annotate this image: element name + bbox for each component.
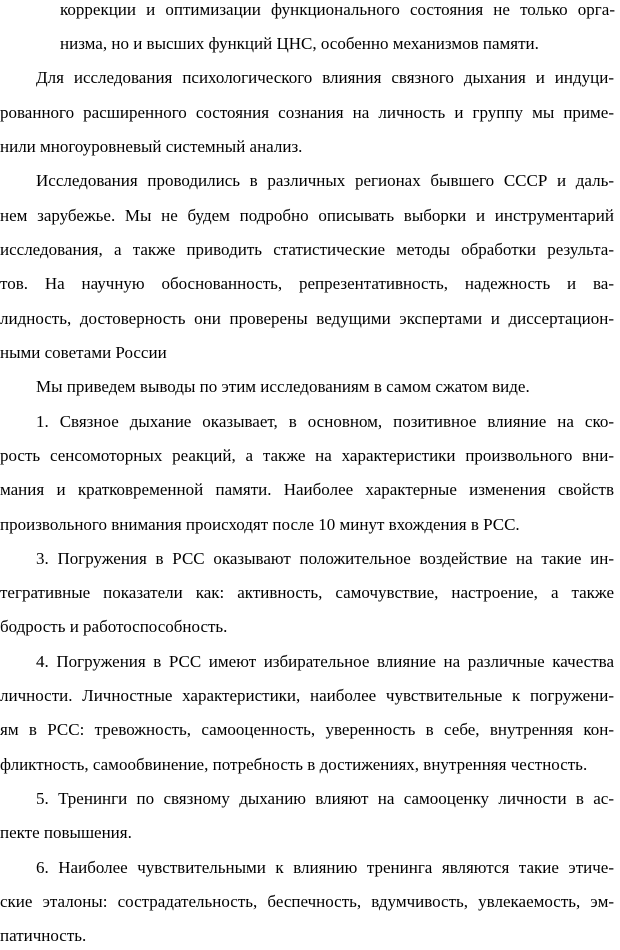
text-line: бодрость и работоспособность.: [0, 617, 228, 636]
text-line: мания и кратковременной памяти. Наиболее характерные изменения свойств: [0, 480, 614, 499]
text-line: пекте повышения.: [0, 823, 132, 842]
text-line: нили многоуровневый системный анализ.: [0, 137, 303, 156]
text-line: 1. Связное дыхание оказывает, в основном, позитивное влияние на ско-: [36, 412, 614, 431]
text-line: ские эталоны: сострадательность, беспечность, вдумчивость, увлекаемость, эм-: [0, 892, 614, 911]
text-line: 3. Погружения в РСС оказывают положительное воздействие на такие ин-: [36, 549, 614, 568]
text-line: исследования, а также приводить статистические методы обработки результа-: [0, 240, 614, 259]
text-line: лидность, достоверность они проверены ведущими экспертами и диссертацион-: [0, 309, 614, 328]
text-line: коррекции и оптимизации функционального состояния не только орга-: [60, 0, 615, 19]
text-line: фликтность, самообвинение, потребность в достижениях, внутренняя честность.: [0, 755, 588, 774]
text-line: произвольного внимания происходят после 10 минут вхождения в РСС.: [0, 515, 520, 534]
text-line: тов. На научную обоснованность, репрезентативность, надежность и ва-: [0, 274, 614, 293]
text-line: тегративные показатели как: активность, самочувствие, настроение, а также: [0, 583, 614, 602]
text-line: 5. Тренинги по связному дыханию влияют на самооценку личности в ас-: [36, 789, 614, 808]
text-line: Мы приведем выводы по этим исследованиям в самом сжатом виде.: [36, 377, 530, 396]
text-line: нем зарубежье. Мы не будем подробно описывать выборки и инструментарий: [0, 206, 614, 225]
text-line: 6. Наиболее чувствительными к влиянию тренинга являются такие этиче-: [36, 858, 614, 877]
text-line: низма, но и высших функций ЦНС, особенно механизмов памяти.: [60, 34, 539, 53]
text-line: ными советами России: [0, 343, 167, 362]
text-line: ям в РСС: тревожность, самооценность, уверенность в себе, внутренняя кон-: [0, 720, 614, 739]
text-line: Для исследования психологического влияния связного дыхания и индуци-: [36, 68, 614, 87]
text-line: 4. Погружения в РСС имеют избирательное влияние на различные качества: [36, 652, 614, 671]
text-line: рованного расширенного состояния сознания на личность и группу мы приме-: [0, 103, 614, 122]
text-line: рость сенсомоторных реакций, а также на характеристики произвольного вни-: [0, 446, 614, 465]
text-line: патичность.: [0, 926, 87, 945]
text-line: личности. Личностные характеристики, наиболее чувствительные к погружени-: [0, 686, 614, 705]
text-line: Исследования проводились в различных регионах бывшего СССР и даль-: [36, 171, 614, 190]
